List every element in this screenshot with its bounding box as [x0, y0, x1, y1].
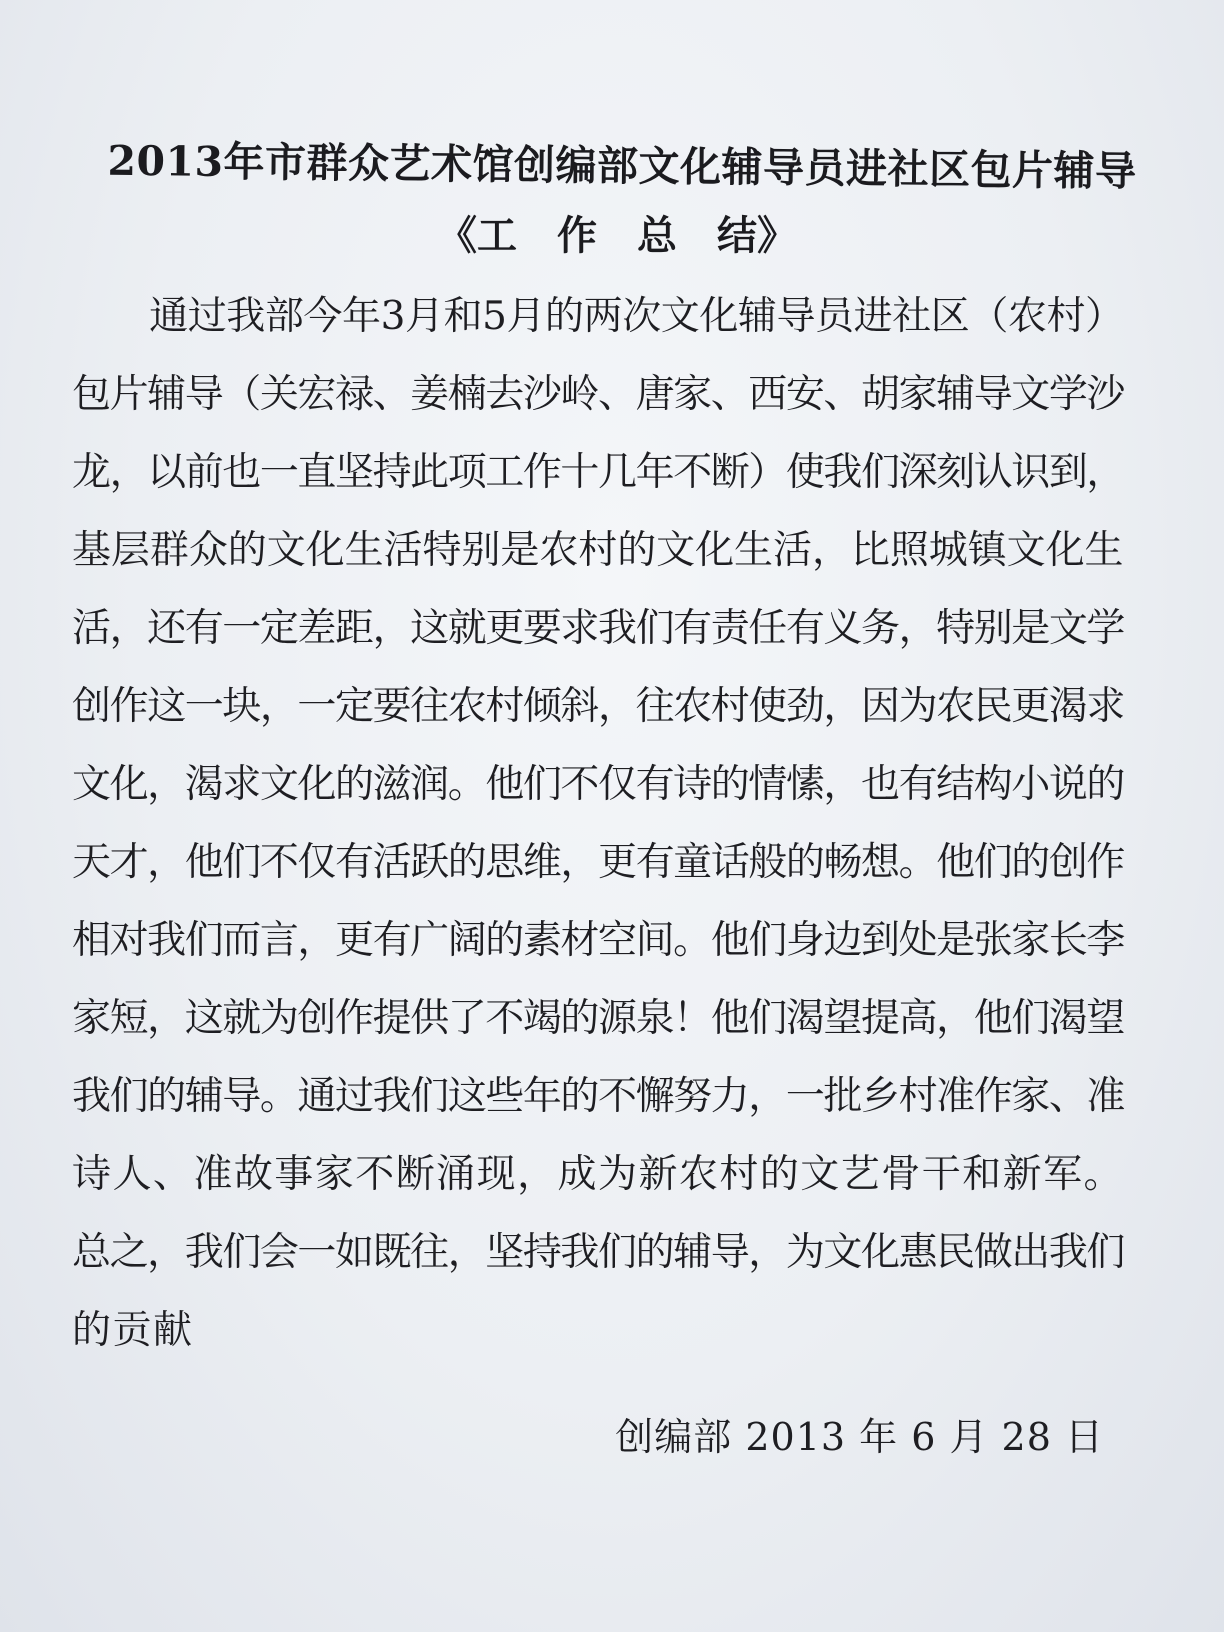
- body-line: 活，还有一定差距，这就更要求我们有责任有义务，特别是文学: [72, 606, 1125, 651]
- body-line: 相对我们而言，更有广阔的素材空间。他们身边到处是张家长李: [72, 918, 1125, 963]
- body-line: 我们的辅导。通过我们这些年的不懈努力，一批乡村准作家、准: [72, 1074, 1125, 1119]
- body-line: 通过我部今年3月和5月的两次文化辅导员进社区（农村）: [72, 294, 1124, 339]
- body-line: 基层群众的文化生活特别是农村的文化生活，比照城镇文化生: [72, 528, 1124, 573]
- document-title: 2013年市群众艺术馆创编部文化辅导员进社区包片辅导: [107, 136, 1137, 196]
- body-line: 的贡献: [72, 1308, 194, 1353]
- body-line: 家短，这就为创作提供了不竭的源泉！他们渴望提高，他们渴望: [72, 996, 1125, 1041]
- body-line: 总之，我们会一如既往，坚持我们的辅导，为文化惠民做出我们: [72, 1230, 1125, 1275]
- body-line: 诗人、准故事家不断涌现，成为新农村的文艺骨干和新军。: [72, 1152, 1125, 1197]
- signature-date: 创编部 2013 年 6 月 28 日: [615, 1415, 1104, 1459]
- body-line: 龙，以前也一直坚持此项工作十几年不断）使我们深刻认识到，: [72, 450, 1125, 495]
- document-subtitle: 《工 作 总 结》: [437, 212, 797, 259]
- body-line: 包片辅导（关宏禄、姜楠去沙岭、唐家、西安、胡家辅导文学沙: [72, 372, 1125, 417]
- body-line: 天才，他们不仅有活跃的思维，更有童话般的畅想。他们的创作: [72, 840, 1125, 885]
- body-line: 创作这一块，一定要往农村倾斜，往农村使劲，因为农民更渴求: [72, 684, 1125, 729]
- body-line: 文化，渴求文化的滋润。他们不仅有诗的情愫，也有结构小说的: [72, 762, 1125, 807]
